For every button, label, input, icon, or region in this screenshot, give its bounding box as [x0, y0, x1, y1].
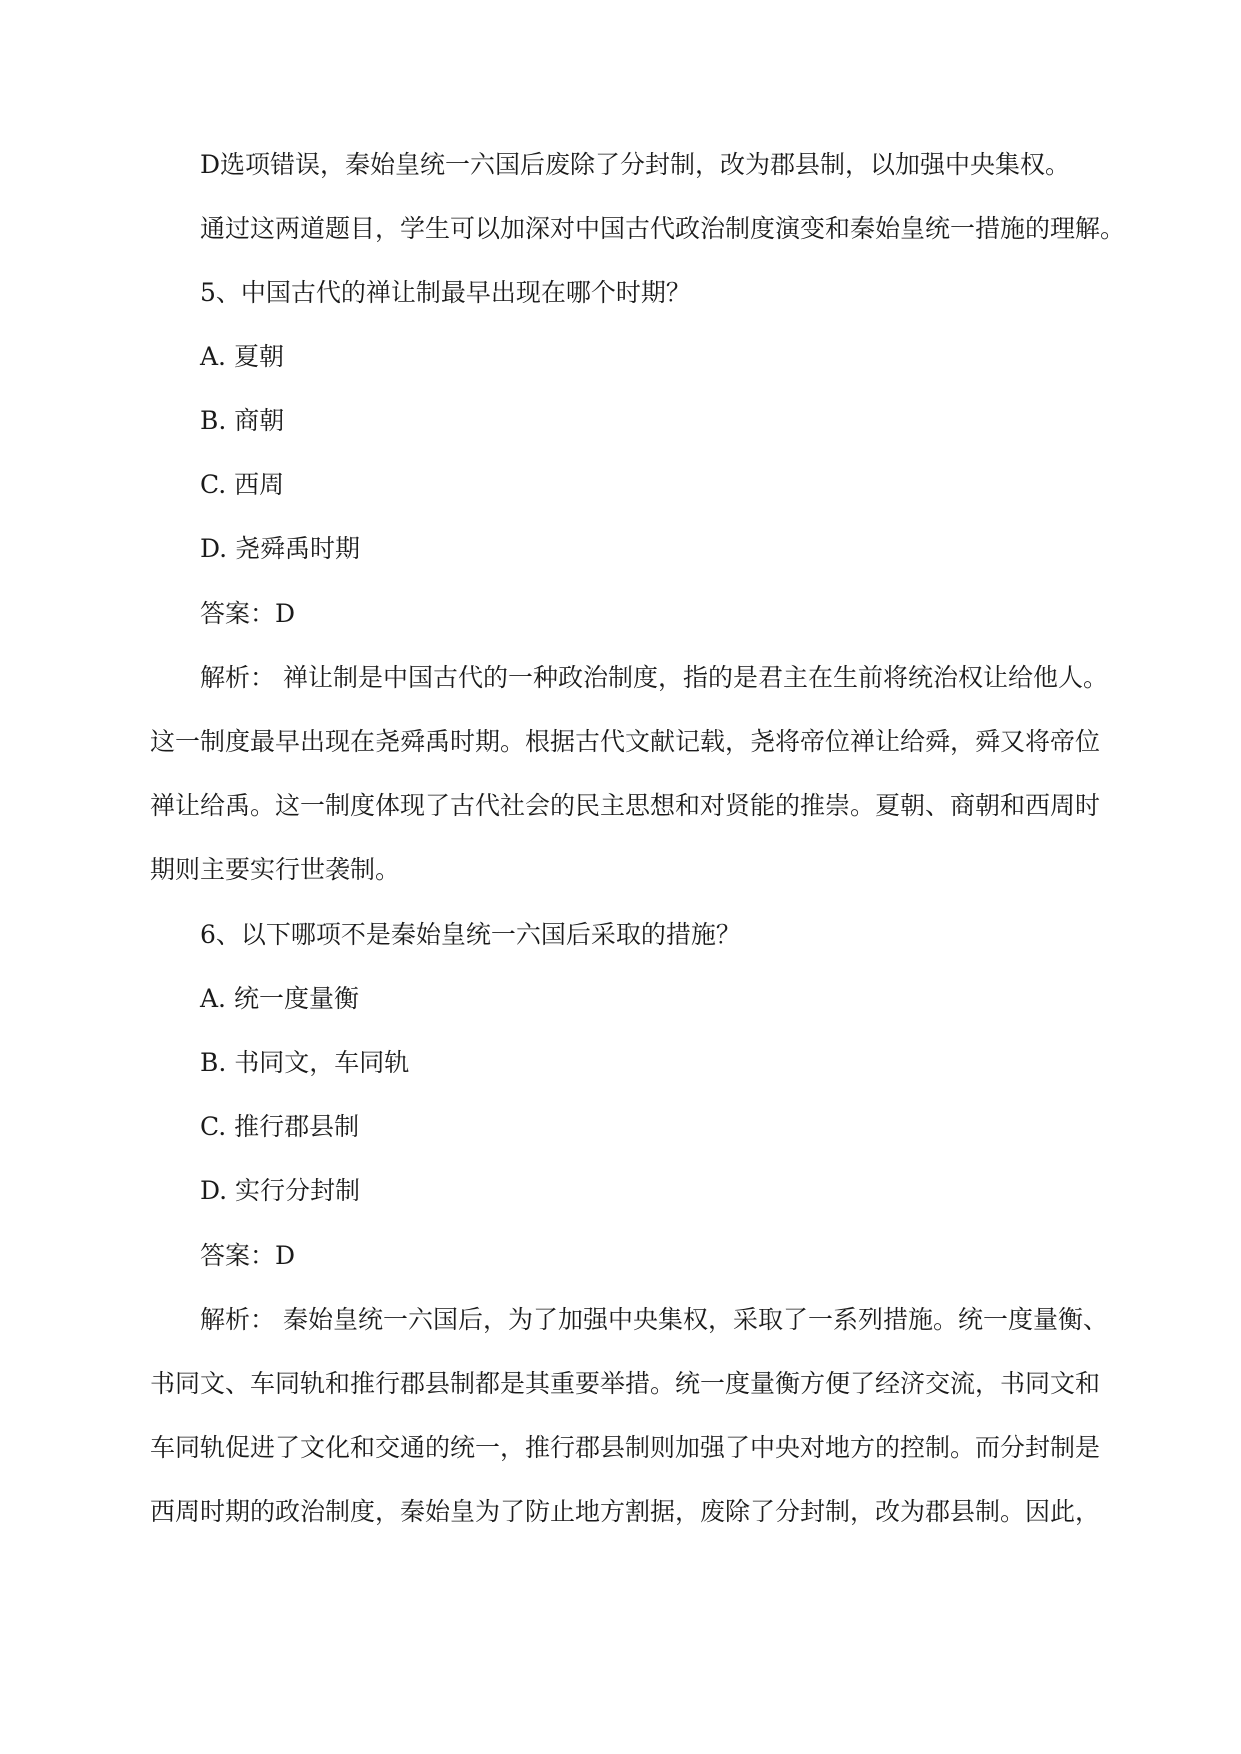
question-5-answer: 答案：D — [200, 599, 296, 628]
question-6-explanation-line: 解析： 秦始皇统一六国后，为了加强中央集权，采取了一系列措施。统一度量衡、 — [200, 1305, 1108, 1334]
question-5-option-c: C. 西周 — [200, 470, 285, 499]
question-5-stem: 5、中国古代的禅让制最早出现在哪个时期？ — [200, 278, 691, 307]
question-6-stem: 6、以下哪项不是秦始皇统一六国后采取的措施？ — [200, 920, 741, 949]
question-5-explanation-line: 这一制度最早出现在尧舜禹时期。根据古代文献记载，尧将帝位禅让给舜，舜又将帝位 — [150, 727, 1101, 756]
question-6-answer: 答案：D — [200, 1241, 296, 1270]
question-6-explanation-line: 西周时期的政治制度，秦始皇为了防止地方割据，废除了分封制，改为郡县制。因此， — [150, 1497, 1101, 1526]
question-5-explanation-line: 期则主要实行世袭制。 — [150, 855, 401, 884]
question-5-option-d: D. 尧舜禹时期 — [200, 534, 361, 563]
question-5-option-b: B. 商朝 — [200, 406, 285, 435]
question-6-explanation-line: 书同文、车同轨和推行郡县制都是其重要举措。统一度量衡方便了经济交流，书同文和 — [150, 1369, 1101, 1398]
question-6-explanation-line: 车同轨促进了文化和交通的统一，推行郡县制则加强了中央对地方的控制。而分封制是 — [150, 1433, 1101, 1462]
paragraph-line: 通过这两道题目，学生可以加深对中国古代政治制度演变和秦始皇统一措施的理解。 — [200, 214, 1126, 243]
question-5-option-a: A. 夏朝 — [200, 342, 284, 371]
question-6-option-d: D. 实行分封制 — [200, 1176, 361, 1205]
question-6-option-a: A. 统一度量衡 — [200, 984, 359, 1013]
paragraph-line: D选项错误，秦始皇统一六国后废除了分封制，改为郡县制，以加强中央集权。 — [200, 150, 1071, 179]
question-6-option-b: B. 书同文，车同轨 — [200, 1048, 410, 1077]
question-6-option-c: C. 推行郡县制 — [200, 1112, 360, 1141]
question-5-explanation-line: 解析： 禅让制是中国古代的一种政治制度，指的是君主在生前将统治权让给他人。 — [200, 663, 1108, 692]
question-5-explanation-line: 禅让给禹。这一制度体现了古代社会的民主思想和对贤能的推崇。夏朝、商朝和西周时 — [150, 791, 1101, 820]
